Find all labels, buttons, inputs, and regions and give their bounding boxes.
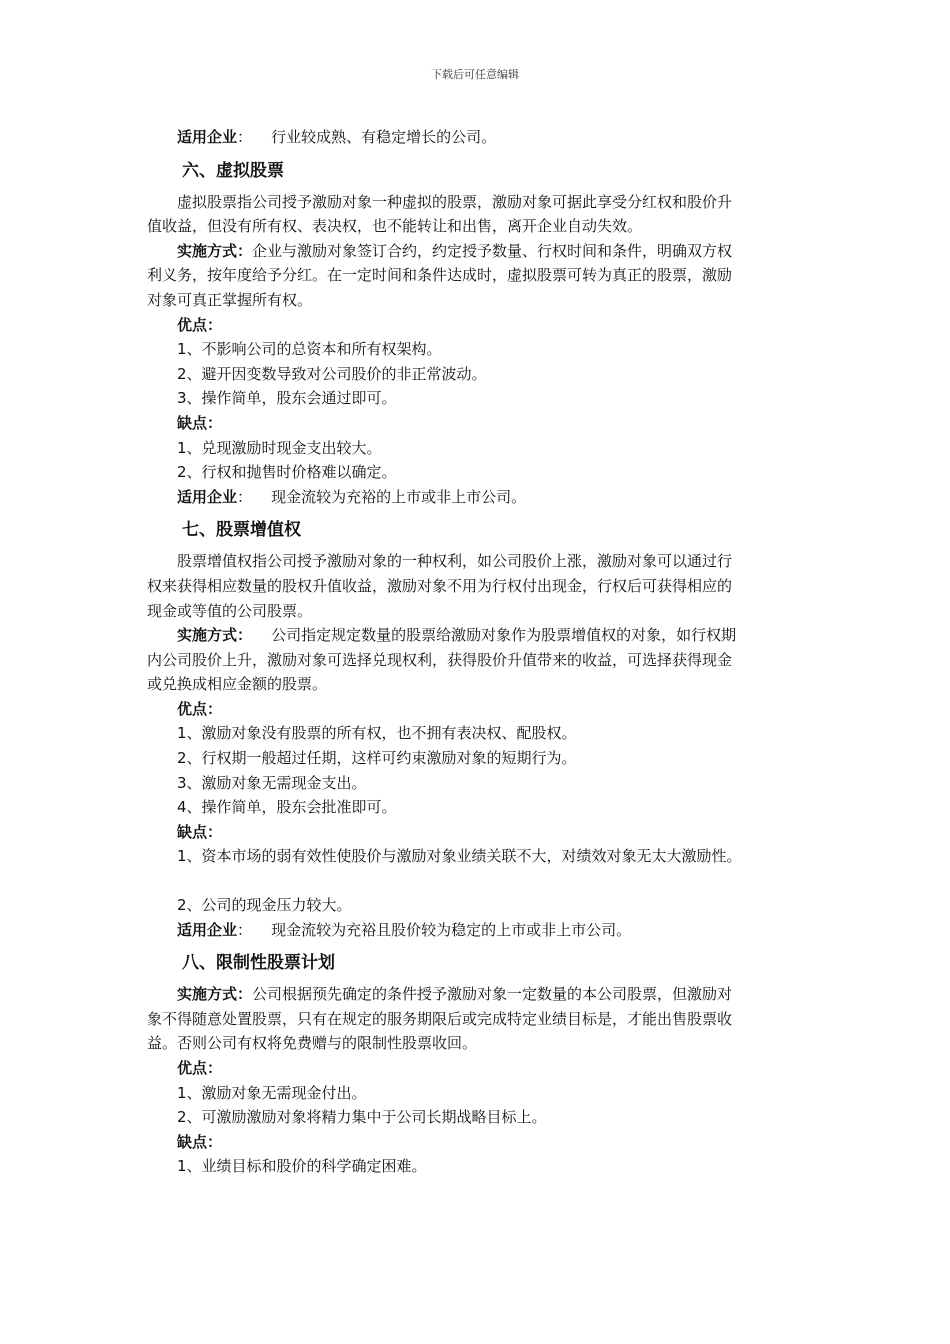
suitable-text: 现金流较为充裕的上市或非上市公司。 [271,487,527,506]
list-item: 2、行权期一般超过任期，这样可约束激励对象的短期行为。 [177,749,577,768]
paragraph-line: 益。否则公司有权将免费赠与的限制性股票收回。 [147,1034,478,1053]
pros-label: 优点： [177,699,223,718]
list-item: 1、兑现激励时现金支出较大。 [177,438,382,457]
paragraph-line: 虚拟股票指公司授予激励对象一种虚拟的股票，激励对象可据此享受分红权和股价升 [177,192,733,211]
page-header: 下载后可任意编辑 [431,68,519,81]
list-item: 1、激励对象没有股票的所有权，也不拥有表决权、配股权。 [177,724,577,743]
cons-label: 缺点： [177,822,223,841]
paragraph-line: 或兑换成相应金额的股票。 [147,675,328,694]
paragraph-line: 对象可真正掌握所有权。 [147,290,313,309]
suitable-text: 行业较成熟、有稳定增长的公司。 [271,128,497,146]
list-item: 2、避开因变数导致对公司股价的非正常波动。 [177,364,487,383]
list-item: 3、激励对象无需现金支出。 [177,773,367,792]
impl-line [147,982,819,1007]
list-item: 2、公司的现金压力较大。 [177,896,352,915]
blank-line [147,869,819,893]
suitable-text: 现金流较为充裕且股价较为稳定的上市或非上市公司。 [271,920,632,939]
suitable-line [147,485,819,510]
suitable-line [147,918,819,943]
paragraph-line: 股票增值权指公司授予激励对象的一种权利，如公司股价上涨，激励对象可以通过行 [177,552,733,571]
list-item: 3、操作简单，股东会通过即可。 [177,389,397,408]
list-item: 2、行权和抛售时价格难以确定。 [177,463,397,482]
impl-label: 实施方式： [177,626,253,645]
impl-text: 公司根据预先确定的条件授予激励对象一定数量的本公司股票，但激励对 [252,985,733,1004]
cons-label: 缺点： [177,1132,223,1151]
impl-label: 实施方式： [177,241,253,260]
paragraph-line: 利义务，按年度给予分红。在一定时间和条件达成时，虚拟股票可转为真正的股票，激励 [147,266,733,285]
suitable-colon: ： [237,128,253,146]
impl-line [147,239,819,264]
paragraph-line: 现金或等值的公司股票。 [147,601,313,620]
suitable-label: 适用企业 [177,128,238,146]
section-title-restricted-stock: 八、限制性股票计划 [182,953,335,974]
suitable-colon: ： [237,487,253,506]
prev-suitable-line [147,125,819,150]
suitable-colon: ： [237,920,253,939]
impl-text: 企业与激励对象签订合约，约定授予数量、行权时间和条件，明确双方权 [252,241,733,260]
section-title-virtual-stock: 六、虚拟股票 [182,160,284,181]
list-item: 1、资本市场的弱有效性使股价与激励对象业绩关联不大，对绩效对象无太大激励性。 [177,847,742,866]
impl-line [147,623,819,648]
list-item: 1、激励对象无需现金付出。 [177,1083,367,1102]
pros-label: 优点： [177,1059,223,1077]
section-title-stock-appreciation: 七、股票增值权 [182,520,301,541]
suitable-label: 适用企业 [177,487,238,506]
list-item: 1、业绩目标和股价的科学确定困难。 [177,1157,427,1176]
impl-text: 公司指定规定数量的股票给激励对象作为股票增值权的对象，如行权期 [271,626,737,645]
paragraph-line: 内公司股价上升，激励对象可选择兑现权利，获得股价升值带来的收益，可选择获得现金 [147,650,733,669]
list-item: 4、操作简单，股东会批准即可。 [177,798,397,817]
cons-label: 缺点： [177,413,223,432]
document-body [147,125,819,1179]
pros-label: 优点： [177,315,223,334]
list-item: 2、可激励激励对象将精力集中于公司长期战略目标上。 [177,1108,547,1127]
paragraph-line: 权来获得相应数量的股权升值收益，激励对象不用为行权付出现金，行权后可获得相应的 [147,576,733,595]
list-item: 1、不影响公司的总资本和所有权架构。 [177,340,442,359]
paragraph-line: 象不得随意处置股票，只有在规定的服务期限后或完成特定业绩目标是，才能出售股票收 [147,1009,733,1028]
paragraph-line: 值收益，但没有所有权、表决权，也不能转让和出售，离开企业自动失效。 [147,217,643,236]
impl-label: 实施方式： [177,985,253,1004]
suitable-label: 适用企业 [177,920,238,939]
